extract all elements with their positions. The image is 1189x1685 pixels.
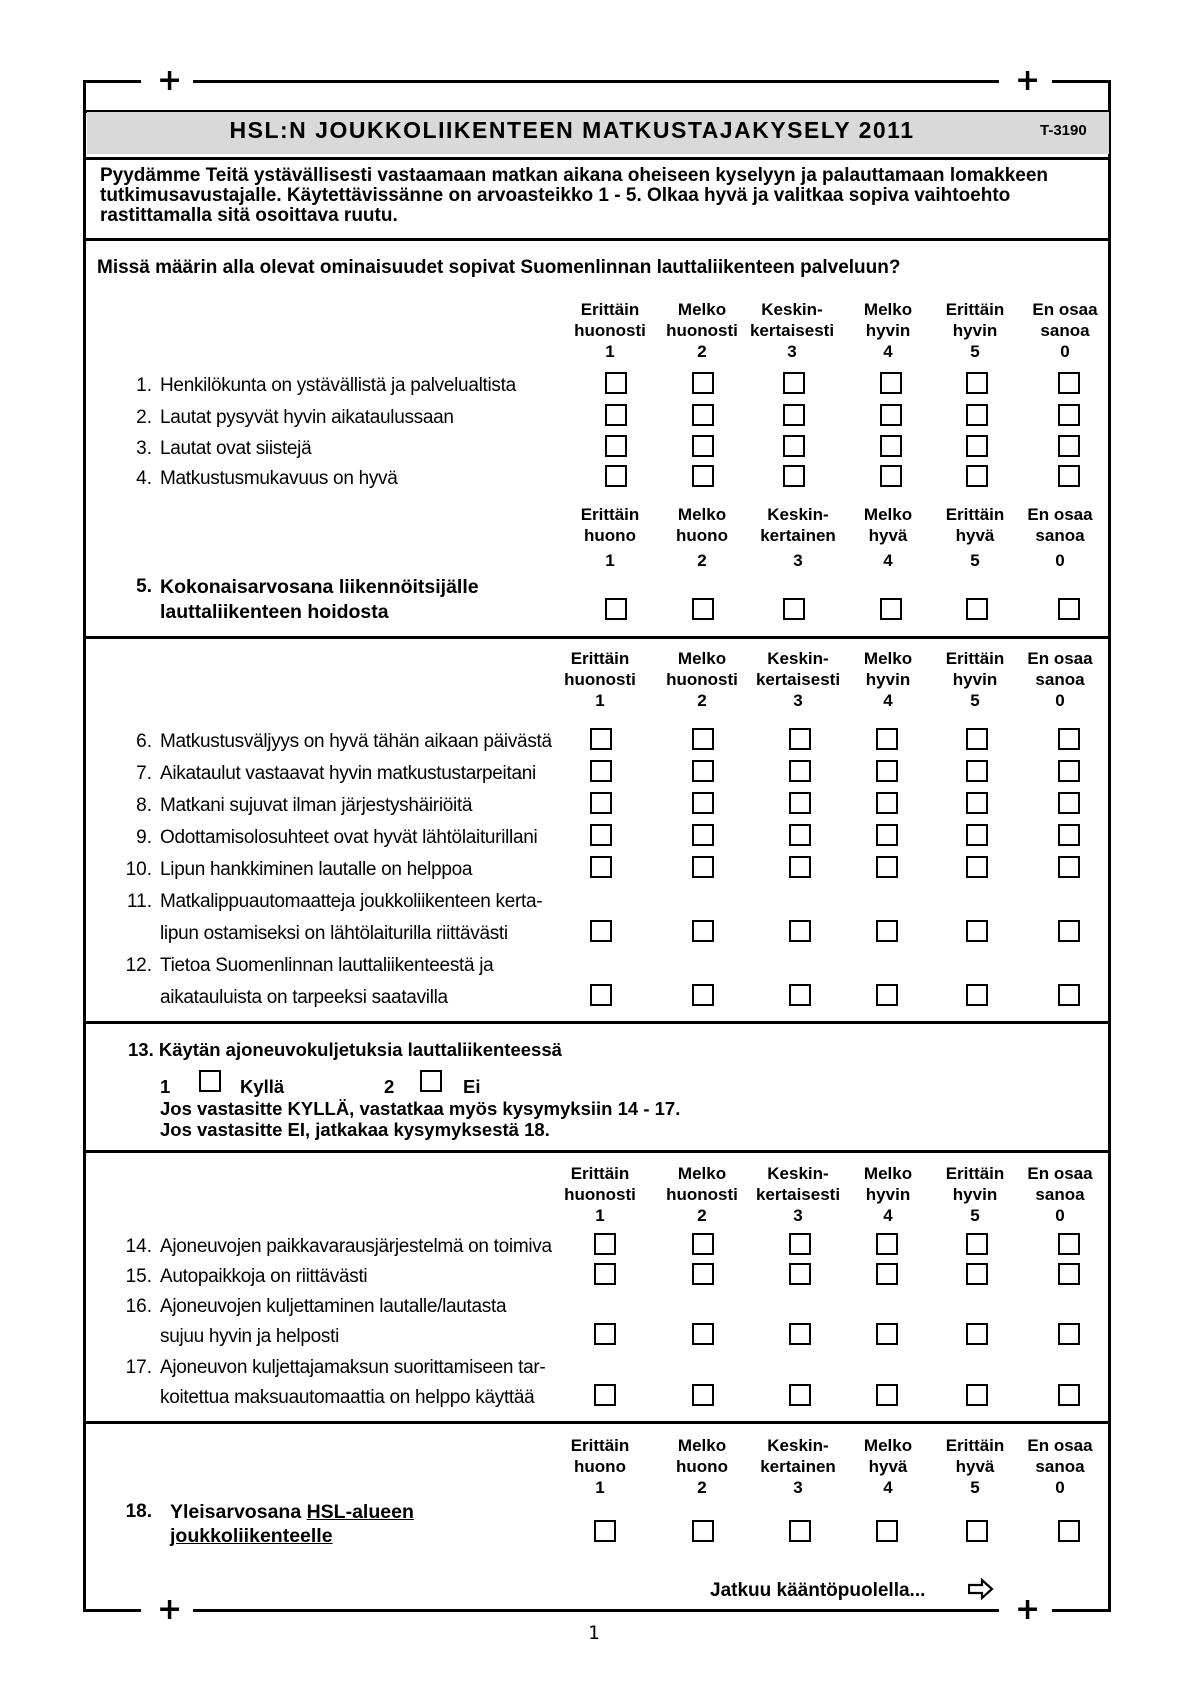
checkbox[interactable] [783,404,805,426]
checkbox[interactable] [876,984,898,1006]
checkbox[interactable] [789,760,811,782]
checkbox[interactable] [594,1323,616,1345]
checkbox[interactable] [605,435,627,457]
checkbox[interactable] [880,404,902,426]
item-text: Kokonaisarvosana liikennöitsijälle [160,576,479,598]
scale-label: Erittäin [945,1164,1005,1183]
scale-label: Melko [677,300,727,319]
scale-label: sanoa [1035,526,1085,545]
item-number: 18. [125,1501,152,1522]
scale-label: En osaa [1027,1164,1093,1183]
checkbox[interactable] [966,1384,988,1406]
checkbox[interactable] [789,1384,811,1406]
registration-mark: + [157,63,183,98]
scale-label: Erittäin [570,1164,630,1183]
checkbox[interactable] [966,465,988,487]
checkbox-yes[interactable] [199,1070,221,1092]
item-text: lauttaliikenteen hoidosta [160,601,389,623]
item-text: Matkustusmukavuus on hyvä [160,468,398,489]
checkbox[interactable] [966,824,988,846]
scale-label: hyvä [955,1457,995,1476]
scale-number: 0 [1055,551,1065,570]
checkbox[interactable] [876,1263,898,1285]
scale-label: Erittäin [570,1436,630,1455]
checkbox[interactable] [590,824,612,846]
scale-number: 4 [883,551,893,570]
checkbox[interactable] [783,465,805,487]
checkbox[interactable] [692,598,714,620]
form-code: T-3190 [1040,122,1087,139]
scale-label: hyvä [955,526,995,545]
checkbox[interactable] [1058,1263,1080,1285]
scale-label: En osaa [1027,505,1093,524]
item-text: Matkani sujuvat ilman järjestyshäiriöitä [160,795,473,816]
checkbox[interactable] [789,856,811,878]
scale-number: 3 [793,1206,803,1225]
item-text: Autopaikkoja on riittävästi [160,1266,368,1287]
checkbox[interactable] [692,435,714,457]
q13-title: 13. Käytän ajoneuvokuljetuksia lauttaliikenteessä [128,1039,562,1060]
scale-label: Erittäin [580,505,640,524]
scale-number: 1 [595,1206,605,1225]
arrow-right-icon [968,1578,994,1600]
checkbox[interactable] [789,728,811,750]
scale-label: Erittäin [945,649,1005,668]
q13-note: Jos vastasitte EI, jatkakaa kysymyksestä 18. [160,1119,550,1140]
scale-number: 4 [883,1478,893,1497]
scale-number: 1 [605,342,615,361]
item-number: 7. [136,763,152,784]
scale-label: Keskin- [767,649,829,668]
checkbox[interactable] [1058,1520,1080,1542]
checkbox[interactable] [876,1384,898,1406]
item-number: 14. [125,1236,152,1257]
checkbox[interactable] [876,920,898,942]
checkbox[interactable] [1058,984,1080,1006]
item-number: 3. [136,438,152,459]
scale-number: 5 [970,1478,980,1497]
checkbox[interactable] [1058,728,1080,750]
item-text: Ajoneuvojen paikkavarausjärjestelmä on toimiva [160,1236,552,1257]
scale-number: 1 [595,691,605,710]
scale-label: Keskin- [767,505,829,524]
scale-number: 5 [970,1206,980,1225]
checkbox[interactable] [966,760,988,782]
checkbox[interactable] [966,984,988,1006]
checkbox[interactable] [880,372,902,394]
item-text: lipun ostamiseksi on lähtölaiturilla riittävästi [160,923,508,944]
scale-number: 5 [970,551,980,570]
scale-label: sanoa [1035,1185,1085,1204]
scale-label: Melko [677,1436,727,1455]
scale-number: 0 [1055,1478,1065,1497]
q13-note: Jos vastasitte KYLLÄ, vastatkaa myös kysymyksiin 14 - 17. [160,1098,681,1119]
checkbox[interactable] [966,920,988,942]
scale-label: Erittäin [945,505,1005,524]
scale-label: kertaisesti [755,670,841,689]
scale-label: Keskin- [761,300,823,319]
scale-label: huonosti [666,670,738,689]
scale-label: kertaisesti [755,1185,841,1204]
checkbox[interactable] [590,920,612,942]
checkbox[interactable] [783,598,805,620]
registration-mark: + [157,1592,183,1627]
scale-label: huonosti [564,1185,636,1204]
checkbox[interactable] [789,984,811,1006]
checkbox-no[interactable] [420,1070,442,1092]
checkbox[interactable] [966,1233,988,1255]
scale-number: 2 [697,342,707,361]
scale-label: Melko [863,1164,913,1183]
scale-label: Melko [863,649,913,668]
checkbox[interactable] [966,1520,988,1542]
checkbox[interactable] [590,728,612,750]
checkbox[interactable] [692,760,714,782]
checkbox[interactable] [692,984,714,1006]
item-text: koitettua maksuautomaattia on helppo käyttää [160,1387,535,1408]
scale-label: En osaa [1032,300,1098,319]
checkbox[interactable] [966,598,988,620]
checkbox[interactable] [1058,760,1080,782]
checkbox[interactable] [966,435,988,457]
scale-label: Melko [677,1164,727,1183]
checkbox[interactable] [590,760,612,782]
scale-number: 2 [697,551,707,570]
item-text: Lautat ovat siistejä [160,438,312,459]
scale-label: hyvä [868,1457,908,1476]
checkbox[interactable] [876,824,898,846]
checkbox[interactable] [783,372,805,394]
checkbox[interactable] [1058,435,1080,457]
checkbox[interactable] [590,856,612,878]
scale-label: hyvin [952,670,998,689]
checkbox[interactable] [966,728,988,750]
checkbox[interactable] [1058,404,1080,426]
item-text: Matkalippuautomaatteja joukkoliikenteen kerta- [160,891,543,912]
item-number: 11. [126,891,152,912]
item-text: Lipun hankkiminen lautalle on helppoa [160,859,473,880]
scale-label: hyvä [868,526,908,545]
scale-number: 5 [970,342,980,361]
checkbox[interactable] [1058,792,1080,814]
item-number: 10. [125,859,152,880]
checkbox[interactable] [692,372,714,394]
scale-label: Erittäin [945,300,1005,319]
checkbox[interactable] [692,1233,714,1255]
scale-number: 3 [793,691,803,710]
continue-note: Jatkuu kääntöpuolella... [710,1580,926,1601]
scale-number: 0 [1060,342,1070,361]
scale-number: 3 [787,342,797,361]
scale-label: hyvin [865,670,911,689]
checkbox[interactable] [966,404,988,426]
scale-number: 1 [595,1478,605,1497]
checkbox[interactable] [1058,920,1080,942]
scale-number: 0 [1055,691,1065,710]
scale-label: hyvin [952,321,998,340]
checkbox[interactable] [605,465,627,487]
item-text: Matkustusväljyys on hyvä tähän aikaan päivästä [160,731,552,752]
scale-label: Melko [863,1436,913,1455]
checkbox[interactable] [783,435,805,457]
checkbox[interactable] [1058,1384,1080,1406]
item-number: 4. [136,468,152,489]
page-number: 1 [588,1622,600,1644]
checkbox[interactable] [966,1263,988,1285]
checkbox[interactable] [692,1263,714,1285]
checkbox[interactable] [876,1323,898,1345]
item-text: Aikataulut vastaavat hyvin matkustustarpeitani [160,763,536,784]
scale-label: huono [574,1457,626,1476]
scale-label: Melko [677,505,727,524]
item-text: Tietoa Suomenlinnan lauttaliikenteestä ja [160,955,494,976]
checkbox[interactable] [876,792,898,814]
checkbox[interactable] [1058,372,1080,394]
checkbox[interactable] [594,1263,616,1285]
checkbox[interactable] [789,792,811,814]
scale-label: kertainen [760,1457,836,1476]
checkbox[interactable] [692,465,714,487]
scale-label: huono [676,1457,728,1476]
scale-label: huonosti [666,1185,738,1204]
checkbox[interactable] [594,1233,616,1255]
checkbox[interactable] [876,760,898,782]
scale-number: 4 [883,342,893,361]
checkbox[interactable] [692,824,714,846]
scale-label: hyvin [865,1185,911,1204]
scale-label: Melko [863,300,913,319]
checkbox[interactable] [692,920,714,942]
scale-number: 2 [697,1478,707,1497]
scale-label: En osaa [1027,1436,1093,1455]
checkbox[interactable] [966,792,988,814]
checkbox[interactable] [692,792,714,814]
item-text-underlined: joukkoliikenteelle [170,1525,333,1547]
checkbox[interactable] [880,435,902,457]
checkbox[interactable] [876,728,898,750]
scale-label: Keskin- [767,1164,829,1183]
item-text: Ajoneuvojen kuljettaminen lautalle/lautasta [160,1296,507,1317]
item-text: sujuu hyvin ja helposti [160,1326,339,1347]
scale-label: huonosti [564,670,636,689]
checkbox[interactable] [594,1520,616,1542]
checkbox[interactable] [692,728,714,750]
scale-label: sanoa [1040,321,1090,340]
checkbox[interactable] [789,1263,811,1285]
item-text: Lautat pysyvät hyvin aikataulussaan [160,407,454,428]
item-text: Yleisarvosana [170,1501,307,1523]
registration-mark: + [1015,63,1041,98]
scale-number: 2 [697,1206,707,1225]
q13-option-label: Kyllä [240,1076,285,1097]
checkbox[interactable] [789,920,811,942]
item-number: 1. [136,375,152,396]
checkbox[interactable] [1058,1233,1080,1255]
item-number: 5. [136,576,152,597]
checkbox[interactable] [789,1233,811,1255]
item-number: 12. [125,955,152,976]
q13-option-number: 1 [160,1076,171,1097]
checkbox[interactable] [876,1520,898,1542]
scale-number: 5 [970,691,980,710]
checkbox[interactable] [605,372,627,394]
checkbox[interactable] [789,824,811,846]
item-number: 16. [125,1296,152,1317]
checkbox[interactable] [590,792,612,814]
q13-option-label: Ei [463,1076,481,1097]
scale-label: sanoa [1035,670,1085,689]
scale-number: 0 [1055,1206,1065,1225]
checkbox[interactable] [692,1384,714,1406]
checkbox[interactable] [605,404,627,426]
checkbox[interactable] [1058,1323,1080,1345]
scale-label: hyvin [865,321,911,340]
scale-label: Erittäin [945,1436,1005,1455]
item-text: Henkilökunta on ystävällistä ja palvelualtista [160,375,516,396]
checkbox[interactable] [1058,856,1080,878]
scale-number: 3 [793,551,803,570]
scale-label: kertaisesti [749,321,835,340]
scale-label: kertainen [760,526,836,545]
checkbox[interactable] [966,1323,988,1345]
checkbox[interactable] [880,598,902,620]
scale-label: huonosti [574,321,646,340]
scale-label: Melko [677,649,727,668]
checkbox[interactable] [966,856,988,878]
main-question: Missä määrin alla olevat ominaisuudet sopivat Suomenlinnan lauttaliikenteen palveluun? [97,257,901,278]
item-number: 2. [136,407,152,428]
item-text: aikatauluista on tarpeeksi saatavilla [160,987,448,1008]
registration-mark: + [1015,1592,1041,1627]
checkbox[interactable] [1058,598,1080,620]
scale-label: Erittäin [580,300,640,319]
checkbox[interactable] [590,984,612,1006]
checkbox[interactable] [1058,465,1080,487]
checkbox[interactable] [692,1323,714,1345]
checkbox[interactable] [789,1323,811,1345]
checkbox[interactable] [692,856,714,878]
checkbox[interactable] [876,856,898,878]
q13-option-number: 2 [384,1076,395,1097]
checkbox[interactable] [692,1520,714,1542]
scale-label: huono [676,526,728,545]
item-text: Odottamisolosuhteet ovat hyvät lähtölaiturillani [160,827,538,848]
scale-number: 4 [883,1206,893,1225]
checkbox[interactable] [876,1233,898,1255]
scale-label: Erittäin [570,649,630,668]
item-number: 6. [136,731,152,752]
item-text-underlined: HSL-alueen [306,1501,414,1523]
checkbox[interactable] [605,598,627,620]
scale-number: 2 [697,691,707,710]
checkbox[interactable] [789,1520,811,1542]
item-number: 15. [125,1266,152,1287]
scale-label: Keskin- [767,1436,829,1455]
checkbox[interactable] [966,372,988,394]
form-title: HSL:N JOUKKOLIIKENTEEN MATKUSTAJAKYSELY 2011 [229,117,915,143]
checkbox[interactable] [880,465,902,487]
item-text: Ajoneuvon kuljettajamaksun suorittamiseen tar- [160,1357,546,1378]
item-number: 9. [136,827,152,848]
checkbox[interactable] [1058,824,1080,846]
scale-number: 1 [605,551,615,570]
intro-text: Pyydämme Teitä ystävällisesti vastaamaan matkan aikana oheiseen kyselyyn ja palauttamaan lomakkeen tutkimusavustajalle. Käytettävissänne on arvoasteikko 1 - 5. Olkaa hyvä ja valitkaa sopiva vaihtoehto rastittamalla sitä osoittava ruutu. [100,165,1049,226]
checkbox[interactable] [594,1384,616,1406]
checkbox[interactable] [692,404,714,426]
item-number: 17. [125,1357,152,1378]
scale-number: 3 [793,1478,803,1497]
scale-label: hyvin [952,1185,998,1204]
scale-label: Melko [863,505,913,524]
scale-number: 4 [883,691,893,710]
scale-label: huonosti [666,321,738,340]
scale-label: En osaa [1027,649,1093,668]
scale-label: sanoa [1035,1457,1085,1476]
item-number: 8. [136,795,152,816]
scale-label: huono [584,526,636,545]
